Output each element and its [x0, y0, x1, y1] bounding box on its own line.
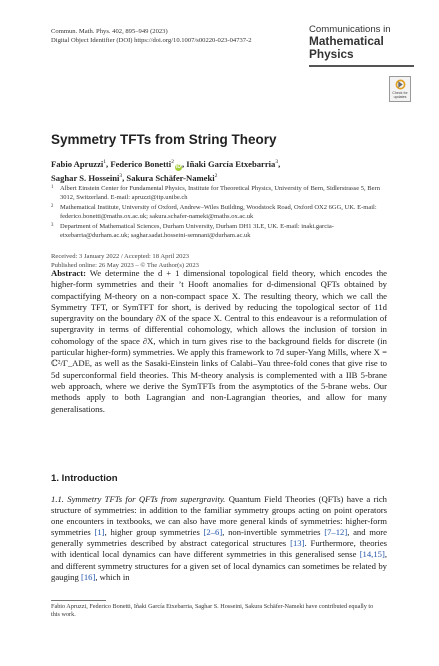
author-name[interactable]: Fabio Apruzzi [51, 158, 104, 169]
updates-label [392, 91, 407, 99]
intro-text: , and more generally symmetries described by abstract categorical structures [51, 527, 387, 549]
author-separator: , [122, 172, 127, 183]
citation-link[interactable]: [14,15] [359, 549, 385, 560]
affiliation-number: 2 [51, 203, 54, 209]
citation-link[interactable]: [1] [94, 527, 105, 538]
intro-paragraph [51, 494, 387, 583]
affiliation-text: Mathematical Institute, University of Oxford, Andrew–Wiles Building, Woodstock Road, Oxford OX2 6GG, UK. E-mail: federico.bonetti@maths.ox.ac.uk; sakura.schafer-nameki@maths.ox.ac.uk [60, 204, 377, 220]
orcid-icon[interactable]: iD [175, 163, 181, 170]
author-affil-mark: 2 [214, 172, 218, 179]
intro-text: , and different symmetry structures for a given set of local dynamics can sometimes be related by gauging [51, 549, 387, 582]
author-affil-mark: 1 [103, 159, 107, 165]
author-separator: , [106, 158, 111, 169]
author-affil-mark: 3 [119, 172, 123, 179]
author-list [51, 157, 391, 184]
author-name[interactable]: Sakura Schäfer-Nameki [126, 172, 215, 183]
journal-name-line2: Mathematical [309, 34, 384, 48]
journal-name-line1: Communications in [309, 24, 391, 35]
citation-link[interactable]: [7–12] [324, 527, 348, 538]
citation-line: Commun. Math. Phys. 402, 895–949 (2023) [51, 28, 168, 35]
abstract-text: We determine the d + 1 dimensional topological field theory, which encodes the higher-form symmetries and their ’t Hooft anomalies for d-dimensional QFTs obtained by compactifying M-theory on a non-compact space X. The resulting theory, which we call the Symmetry TFT, or SymTFT for short, is derived by reducing the topological sector of 11d supergravity on the boundary ∂X of the space X. Central to this endeavour is a reformulation of supergravity in terms of differential cohomology, which allows the inclusion of torsion in cohomology of the space ∂X, which in turn gives rise to the background fields for discrete (in particular higher-form) symmetries. We apply this framework to 7d super-Yang Mills, where X = ℂ²/Γ_ADE, as well as the Sasaki-Einstein links of Calabi–Yau three-fold cones that give rise to 5d superconformal field theories. This M-theory analysis is complemented with a IIB 5-brane web approach, where we derive the SymTFTs from the asymptotics of the 5-brane webs. Our methods apply to both Lagrangian and non-Lagrangian theories, and allow for many generalisations. [51, 268, 387, 414]
affiliation-number: 1 [51, 184, 54, 190]
author-name[interactable]: Iñaki García Etxebarria [186, 158, 276, 169]
journal-rule [309, 65, 414, 67]
footnote: Fabio Apruzzi, Federico Bonetti, Iñaki García Etxebarria, Saghar S. Hosseini, Sakura Schäfer-Nameki have contributed equally to this work. [51, 603, 374, 618]
affiliation-text: Albert Einstein Center for Fundamental Physics, Institute for Theoretical Physics, University of Bern, Sidlerstrasse 5, Bern 3012, Switzerland. E-mail: apruzzi@itp.unibe.ch [60, 185, 380, 201]
author-separator: , [278, 158, 281, 169]
update-icon [395, 79, 406, 90]
published-date: Published online: 26 May 2023 – © The Author(s) 2023 [51, 262, 199, 269]
footnote-divider [51, 600, 106, 601]
intro-text: , higher group symmetries [104, 527, 204, 538]
affiliation-list [51, 185, 396, 242]
citation-link[interactable]: [2–6] [203, 527, 223, 538]
journal-masthead [309, 24, 414, 104]
affiliation-item [51, 204, 396, 221]
affiliation-item [51, 185, 396, 202]
paper-title: Symmetry TFTs from String Theory [51, 132, 277, 147]
journal-name-line3: Physics [309, 46, 354, 61]
abstract-label: Abstract: [51, 268, 86, 278]
subsection-heading: 1.1. Symmetry TFTs for QFTs from supergravity. [51, 494, 226, 504]
author-name[interactable]: Saghar S. Hosseini [51, 172, 120, 183]
abstract [51, 268, 387, 415]
check-for-updates-button[interactable] [389, 76, 411, 102]
author-affil-mark: 3 [275, 159, 279, 165]
journal-name [309, 24, 414, 60]
citation-link[interactable]: [13] [290, 538, 305, 549]
intro-text: . Furthermore, theories with identical local dynamics can have different symmetries in this generalised sense [51, 538, 388, 560]
author-separator: , [181, 158, 187, 169]
section-heading: 1. Introduction [51, 473, 118, 484]
affiliation-item [51, 223, 396, 240]
doi-line[interactable]: Digital Object Identifier (DOI) https://doi.org/10.1007/s00220-023-04737-2 [51, 37, 252, 44]
updates-label-line1: Check for [392, 91, 408, 95]
received-accepted-date: Received: 3 January 2022 / Accepted: 18 April 2023 [51, 253, 190, 260]
intro-text: Quantum Field Theories (QFTs) have a rich structure of symmetries: in addition to the familiar symmetry groups acting on point operators one encounters in textbooks, we can also have more general kinds of symmetries: higher-form symmetries [51, 494, 387, 538]
author-affil-mark: 2 [171, 159, 174, 165]
intro-text: , which in [95, 571, 130, 582]
citation-link[interactable]: [16] [80, 571, 96, 582]
affiliation-number: 3 [51, 222, 54, 228]
citation-block [51, 27, 291, 45]
intro-text: , non-invertible symmetries [222, 527, 325, 538]
affiliation-text: Department of Mathematical Sciences, Durham University, Durham DH1 3LE, UK. E-mail: inaki.garcia-etxebarria@durham.ac.uk; saghar.sadat.hosseini-semnani@durham.ac.uk [60, 223, 334, 239]
updates-label-line2: updates [393, 95, 407, 99]
author-name[interactable]: Federico Bonetti [110, 158, 172, 169]
